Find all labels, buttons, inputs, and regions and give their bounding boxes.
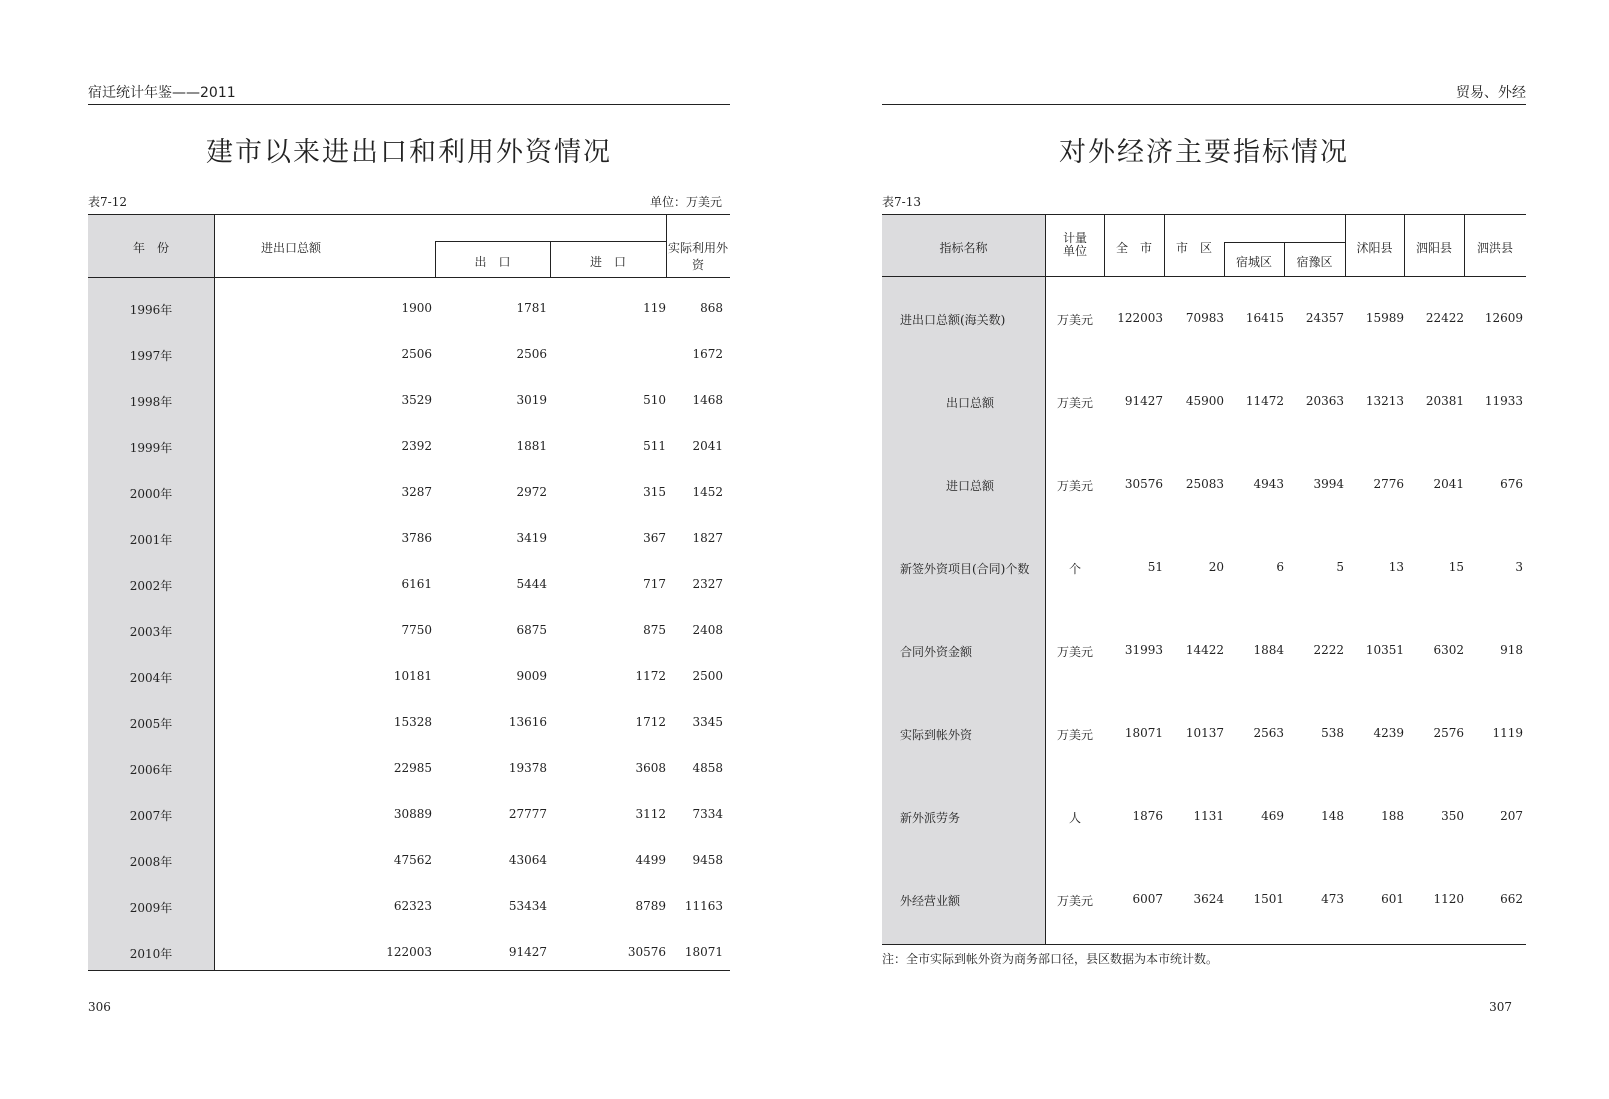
cell-total: 10181 xyxy=(393,669,432,683)
cell-total: 3287 xyxy=(401,485,432,499)
cell-year: 2004年 xyxy=(129,671,173,685)
cell-sucheng: 469 xyxy=(1261,809,1284,823)
cell-total: 62323 xyxy=(393,899,432,913)
cell-export: 6875 xyxy=(516,623,547,637)
cell-indicator: 合同外资金额 xyxy=(900,645,973,659)
cell-year: 2002年 xyxy=(129,579,173,593)
cell-unit: 万美元 xyxy=(1056,313,1093,327)
cell-unit: 万美元 xyxy=(1056,728,1093,742)
cell-import: 875 xyxy=(643,623,666,637)
table-row xyxy=(88,793,730,839)
cell-import: 8789 xyxy=(635,899,666,913)
table-trade-and-fdi xyxy=(88,214,730,971)
running-head-right: 贸易、外经 xyxy=(882,84,1526,105)
cell-year: 2000年 xyxy=(129,487,173,501)
cell-unit: 万美元 xyxy=(1056,479,1093,493)
table-footnote: 注：全市实际到帐外资为商务部口径，县区数据为本市统计数。 xyxy=(882,952,1219,966)
header-total: 进出口总额 xyxy=(260,241,321,255)
table-row xyxy=(88,931,730,977)
page-number-left: 306 xyxy=(88,1000,111,1014)
header-urban: 市 区 xyxy=(1175,241,1212,255)
cell-sihong: 207 xyxy=(1500,809,1523,823)
header-suyu: 宿豫区 xyxy=(1296,255,1333,269)
table-row xyxy=(88,287,730,333)
cell-total: 22985 xyxy=(393,761,432,775)
cell-all-city: 91427 xyxy=(1124,394,1163,408)
cell-fdi: 2500 xyxy=(692,669,723,683)
cell-import: 119 xyxy=(643,301,666,315)
cell-urban: 45900 xyxy=(1185,394,1224,408)
cell-fdi: 3345 xyxy=(692,715,723,729)
cell-year: 2006年 xyxy=(129,763,173,777)
header-sihong: 泗洪县 xyxy=(1476,241,1513,255)
cell-fdi: 4858 xyxy=(692,761,723,775)
cell-total: 7750 xyxy=(401,623,432,637)
cell-siyang: 20381 xyxy=(1425,394,1464,408)
cell-indicator: 新签外资项目(合同)个数 xyxy=(900,562,1030,576)
cell-year: 1998年 xyxy=(129,395,173,409)
page-title-right: 对外经济主要指标情况 xyxy=(1059,137,1349,168)
cell-sihong: 12609 xyxy=(1484,311,1523,325)
cell-export: 2506 xyxy=(516,347,547,361)
cell-total: 3786 xyxy=(401,531,432,545)
cell-import: 4499 xyxy=(635,853,666,867)
cell-fdi: 1827 xyxy=(692,531,723,545)
header-all-city: 全 市 xyxy=(1115,241,1152,255)
cell-indicator: 出口总额 xyxy=(946,396,995,410)
cell-export: 53434 xyxy=(508,899,547,913)
header-year: 年 份 xyxy=(132,241,169,255)
cell-sihong: 3 xyxy=(1515,560,1523,574)
cell-shuyang: 15989 xyxy=(1365,311,1404,325)
cell-fdi: 18071 xyxy=(684,945,723,959)
cell-export: 19378 xyxy=(508,761,547,775)
cell-import: 30576 xyxy=(627,945,666,959)
cell-sucheng: 11472 xyxy=(1245,394,1284,408)
cell-fdi: 9458 xyxy=(692,853,723,867)
cell-export: 1881 xyxy=(516,439,547,453)
cell-unit: 人 xyxy=(1068,811,1081,825)
cell-year: 2001年 xyxy=(129,533,173,547)
table-row xyxy=(882,775,1526,858)
cell-import: 3112 xyxy=(635,807,666,821)
cell-all-city: 51 xyxy=(1147,560,1163,574)
cell-sucheng: 1501 xyxy=(1253,892,1284,906)
cell-total: 1900 xyxy=(401,301,432,315)
cell-sucheng: 2563 xyxy=(1253,726,1284,740)
cell-import: 3608 xyxy=(635,761,666,775)
cell-siyang: 2576 xyxy=(1433,726,1464,740)
cell-siyang: 1120 xyxy=(1433,892,1464,906)
cell-siyang: 22422 xyxy=(1425,311,1464,325)
cell-fdi: 2408 xyxy=(692,623,723,637)
cell-export: 3019 xyxy=(516,393,547,407)
table-row xyxy=(882,277,1526,360)
table-header xyxy=(88,215,730,278)
cell-year: 2010年 xyxy=(129,947,173,961)
header-indicator: 指标名称 xyxy=(939,241,988,255)
cell-shuyang: 4239 xyxy=(1373,726,1404,740)
table-row xyxy=(882,692,1526,775)
cell-import: 367 xyxy=(643,531,666,545)
page-number-right: 307 xyxy=(1489,1000,1512,1014)
cell-fdi: 2327 xyxy=(692,577,723,591)
table-row xyxy=(882,858,1526,941)
cell-export: 1781 xyxy=(516,301,547,315)
cell-shuyang: 2776 xyxy=(1373,477,1404,491)
table-number-right: 表7-13 xyxy=(882,195,921,209)
cell-suyu: 3994 xyxy=(1313,477,1344,491)
cell-unit: 万美元 xyxy=(1056,396,1093,410)
cell-urban: 1131 xyxy=(1193,809,1224,823)
cell-sihong: 662 xyxy=(1500,892,1523,906)
cell-export: 13616 xyxy=(508,715,547,729)
cell-suyu: 20363 xyxy=(1305,394,1344,408)
cell-import: 1712 xyxy=(635,715,666,729)
header-fdi: 实际利用外资 xyxy=(667,241,728,272)
table-row xyxy=(88,701,730,747)
cell-fdi: 1672 xyxy=(692,347,723,361)
cell-all-city: 30576 xyxy=(1124,477,1163,491)
table-row xyxy=(88,609,730,655)
header-import: 进 口 xyxy=(589,255,626,269)
cell-sucheng: 6 xyxy=(1276,560,1284,574)
cell-all-city: 1876 xyxy=(1132,809,1163,823)
cell-all-city: 122003 xyxy=(1117,311,1163,325)
cell-import: 511 xyxy=(643,439,666,453)
cell-year: 2007年 xyxy=(129,809,173,823)
cell-sucheng: 1884 xyxy=(1253,643,1284,657)
cell-urban: 10137 xyxy=(1185,726,1224,740)
cell-all-city: 6007 xyxy=(1132,892,1163,906)
cell-sihong: 918 xyxy=(1500,643,1523,657)
right-page xyxy=(882,0,1526,1099)
cell-indicator: 新外派劳务 xyxy=(900,811,961,825)
cell-fdi: 11163 xyxy=(684,899,723,913)
table-row xyxy=(88,425,730,471)
cell-total: 3529 xyxy=(401,393,432,407)
cell-siyang: 2041 xyxy=(1433,477,1464,491)
cell-urban: 25083 xyxy=(1185,477,1224,491)
cell-all-city: 31993 xyxy=(1124,643,1163,657)
cell-fdi: 2041 xyxy=(692,439,723,453)
cell-total: 2392 xyxy=(401,439,432,453)
header-unit: 计量单位 xyxy=(1063,231,1088,258)
cell-total: 47562 xyxy=(393,853,432,867)
cell-suyu: 24357 xyxy=(1305,311,1344,325)
cell-urban: 70983 xyxy=(1185,311,1224,325)
cell-export: 43064 xyxy=(508,853,547,867)
table-row xyxy=(88,747,730,793)
table-row xyxy=(882,526,1526,609)
cell-fdi: 7334 xyxy=(692,807,723,821)
cell-import: 315 xyxy=(643,485,666,499)
cell-year: 2008年 xyxy=(129,855,173,869)
cell-indicator: 外经营业额 xyxy=(900,894,961,908)
cell-indicator: 进口总额 xyxy=(946,479,995,493)
cell-fdi: 1468 xyxy=(692,393,723,407)
cell-import: 1172 xyxy=(635,669,666,683)
cell-unit: 个 xyxy=(1068,562,1081,576)
table-row xyxy=(88,655,730,701)
table-row xyxy=(882,360,1526,443)
cell-year: 1997年 xyxy=(129,349,173,363)
cell-total: 15328 xyxy=(393,715,432,729)
cell-export: 5444 xyxy=(516,577,547,591)
cell-all-city: 18071 xyxy=(1124,726,1163,740)
cell-suyu: 473 xyxy=(1321,892,1344,906)
cell-shuyang: 13213 xyxy=(1365,394,1404,408)
table-row xyxy=(88,839,730,885)
cell-total: 122003 xyxy=(386,945,432,959)
table-row xyxy=(88,333,730,379)
running-head-left: 宿迁统计年鉴——2011 xyxy=(88,84,730,105)
cell-import: 717 xyxy=(643,577,666,591)
cell-urban: 20 xyxy=(1208,560,1224,574)
table-row xyxy=(88,471,730,517)
cell-siyang: 15 xyxy=(1448,560,1464,574)
cell-export: 2972 xyxy=(516,485,547,499)
table-row xyxy=(882,443,1526,526)
cell-total: 6161 xyxy=(401,577,432,591)
cell-sucheng: 4943 xyxy=(1253,477,1284,491)
cell-sucheng: 16415 xyxy=(1245,311,1284,325)
cell-shuyang: 10351 xyxy=(1365,643,1404,657)
cell-fdi: 1452 xyxy=(692,485,723,499)
cell-export: 9009 xyxy=(516,669,547,683)
cell-indicator: 进出口总额(海关数) xyxy=(900,313,1006,327)
cell-year: 2003年 xyxy=(129,625,173,639)
page-title-left: 建市以来进出口和利用外资情况 xyxy=(206,137,612,168)
cell-total: 30889 xyxy=(393,807,432,821)
cell-suyu: 538 xyxy=(1321,726,1344,740)
cell-shuyang: 188 xyxy=(1381,809,1404,823)
cell-shuyang: 601 xyxy=(1381,892,1404,906)
cell-shuyang: 13 xyxy=(1388,560,1404,574)
cell-indicator: 实际到帐外资 xyxy=(900,728,973,742)
left-page xyxy=(88,0,730,1099)
cell-year: 2009年 xyxy=(129,901,173,915)
table-row xyxy=(882,609,1526,692)
cell-suyu: 148 xyxy=(1321,809,1344,823)
header-export: 出 口 xyxy=(474,255,511,269)
table-row xyxy=(88,885,730,931)
cell-unit: 万美元 xyxy=(1056,645,1093,659)
table-number-left: 表7-12 xyxy=(88,195,127,209)
cell-sihong: 11933 xyxy=(1484,394,1523,408)
cell-import: 510 xyxy=(643,393,666,407)
header-shuyang: 沭阳县 xyxy=(1356,241,1393,255)
table-foreign-economy xyxy=(882,214,1526,945)
table-unit: 单位：万美元 xyxy=(649,195,722,209)
table-header xyxy=(882,215,1526,277)
cell-suyu: 2222 xyxy=(1313,643,1344,657)
header-siyang: 泗阳县 xyxy=(1415,241,1452,255)
cell-sihong: 1119 xyxy=(1492,726,1523,740)
cell-sihong: 676 xyxy=(1500,477,1523,491)
cell-unit: 万美元 xyxy=(1056,894,1093,908)
cell-urban: 3624 xyxy=(1193,892,1224,906)
header-sucheng: 宿城区 xyxy=(1235,255,1272,269)
table-row xyxy=(88,517,730,563)
table-row xyxy=(88,379,730,425)
cell-fdi: 868 xyxy=(700,301,723,315)
cell-export: 3419 xyxy=(516,531,547,545)
table-row xyxy=(88,563,730,609)
cell-urban: 14422 xyxy=(1185,643,1224,657)
cell-siyang: 6302 xyxy=(1433,643,1464,657)
cell-year: 1999年 xyxy=(129,441,173,455)
cell-year: 2005年 xyxy=(129,717,173,731)
cell-suyu: 5 xyxy=(1336,560,1344,574)
cell-year: 1996年 xyxy=(129,303,173,317)
cell-total: 2506 xyxy=(401,347,432,361)
cell-export: 27777 xyxy=(508,807,547,821)
cell-siyang: 350 xyxy=(1441,809,1464,823)
cell-export: 91427 xyxy=(508,945,547,959)
